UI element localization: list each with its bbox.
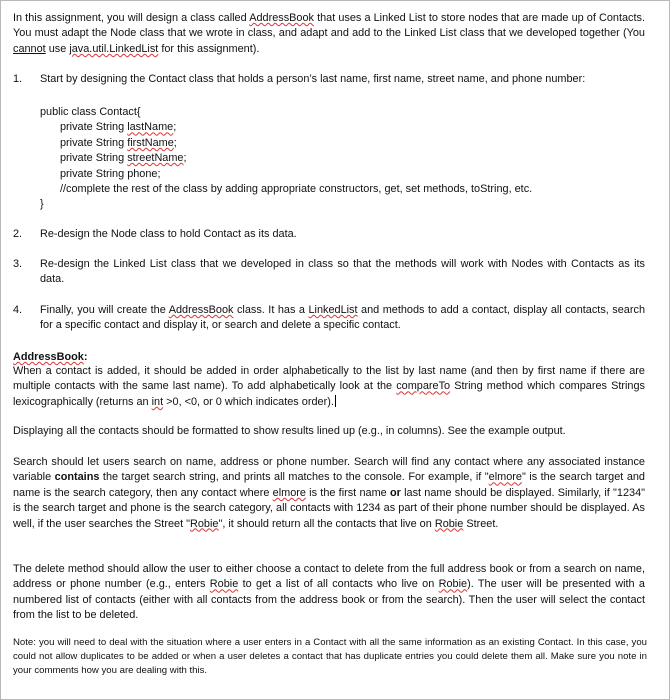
paragraph-delete: The delete method should allow the user to either choose a contact to delete from the full address book or from a search on name, address or phone number (e.g., enters Robie to get a list of all contacts who live on Robie). The user will be presented with a numbered list of contacts (either with all contacts from the address book or from the search). Then the user will select the contact from the list to be deleted. [13, 563, 645, 622]
spellcheck-word: elmore [488, 471, 522, 484]
paragraph-search: Search should let users search on name, address or phone number. Search will find any contact where any associated instance variable contains the target search string, and prints all matches to the console. For example, if "elmore" is the search target and name is the search category, then any contact where elmore is the first name or last name should be displayed. Similarly, if "1234" is the search target and phone is the search category, all contacts with 1234 as part of their phone number should be displayed. As well, if the user searches the Street "Robie", it should return all the contacts that live on Robie Street. [13, 456, 645, 530]
list-item-4 [13, 303, 645, 334]
code-line: private String lastName; [60, 121, 177, 134]
spellcheck-word: Robie [438, 578, 468, 591]
note-paragraph: Note: you will need to deal with the situation where a user enters in a Contact with all the same information as an existing Contact. In this case, you could not allow duplicates to be added or when a user deletes a contact that has duplicate entries you could delete them all. Make sure you note in your comments how you are dealing with this. [13, 637, 647, 676]
list-item-2 [13, 227, 645, 242]
code-line: //complete the rest of the class by adding appropriate constructors, get, set methods, toString, etc. [60, 183, 533, 196]
list-number: 2. [13, 228, 23, 240]
spellcheck-word: Robie [209, 578, 239, 591]
list-item-3 [13, 257, 645, 288]
intro-paragraph: In this assignment, you will design a class called AddressBook that uses a Linked List to store nodes that are made up of Contacts. You must adapt the Node class that we wrote in class, and adapt and add to the Linked List class that we developed together (You cannot use java.util.LinkedList for this assignment). [13, 12, 645, 55]
text-cursor [335, 395, 336, 407]
list-number: 4. [13, 304, 23, 316]
list-text: Re-design the Linked List class that we developed in class so that the methods will work with Nodes with Contacts as its data. [40, 258, 645, 286]
underlined-word: cannot [13, 42, 46, 55]
spellcheck-word: LinkedList [308, 304, 358, 316]
list-text: Start by designing the Contact class that holds a person’s last name, first name, street name, and phone number: [40, 73, 586, 85]
section-heading: AddressBook: [13, 351, 88, 363]
list-text: Finally, you will create the AddressBook class. It has a LinkedList and methods to add a contact, display all contacts, search for a specific contact and display it, or search and delete a specific contact. [40, 304, 645, 332]
code-line: } [40, 198, 44, 211]
spellcheck-word: streetName [127, 152, 184, 165]
spellcheck-word: Robie [190, 517, 219, 530]
spellcheck-word: AddressBook [168, 304, 234, 316]
list-item-1 [13, 72, 645, 87]
code-line: private String streetName; [60, 152, 187, 165]
paragraph-display: Displaying all the contacts should be formatted to show results lined up (e.g., in columns). See the example output. [13, 425, 566, 437]
spellcheck-word: int [151, 395, 164, 408]
paragraph-add: When a contact is added, it should be added in order alphabetically to the list by last name (and then by first name if there are multiple contacts with the same last name). To add alphabetically look at the compareTo String method which compares Strings lexicographically (returns an int >0, <0, or 0 which indicates order). [13, 365, 645, 408]
list-text: Re-design the Node class to hold Contact as its data. [40, 228, 297, 240]
code-line: private String phone; [60, 167, 161, 180]
spellcheck-word: AddressBook [249, 12, 314, 24]
spellcheck-word: firstName [127, 136, 174, 149]
code-line: private String firstName; [60, 136, 177, 149]
code-block [40, 105, 640, 213]
spellcheck-word: lastName [127, 121, 174, 134]
list-number: 3. [13, 258, 23, 270]
spellcheck-word: Robie [434, 517, 464, 530]
code-line: public class Contact{ [40, 106, 141, 118]
list-number: 1. [13, 73, 23, 85]
spellcheck-word: java.util.LinkedList [69, 42, 159, 55]
spellcheck-word: elmore [272, 486, 306, 499]
spellcheck-word: compareTo [396, 380, 451, 393]
